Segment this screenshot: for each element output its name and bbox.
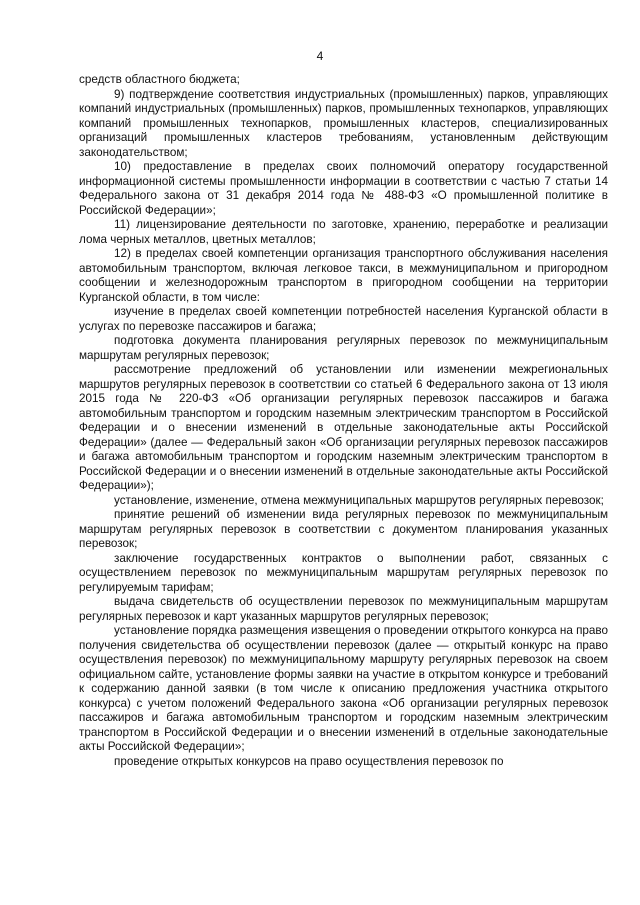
- paragraph-budget-funds: средств областного бюджета;: [79, 73, 240, 86]
- paragraph-transport-type-decisions: принятие решений об изменении вида регулярных перевозок по межмуниципальным маршрутам регулярных перевозок в соответствии с документом планирования указанных перевозок;: [79, 508, 608, 550]
- paragraph-item-10: 10) предоставление в пределах своих полномочий оператору государственной информационной системы промышленности информации в соответствии с частью 7 статьи 14 Федерального закона от 31 декабря 2014 года № 488-ФЗ «О промышленной политике в Российской Федерации»;: [79, 160, 608, 217]
- paragraph-item-9: 9) подтверждение соответствия индустриальных (промышленных) парков, управляющих компаний индустриальных (промышленных) парков, промышленных технопарков, управляющих компаний промышленных технопарков, промышленных кластеров, специализированных организаций промышленных кластеров требованиям, установленным действующим законодательством;: [79, 87, 608, 159]
- document-body: [79, 73, 608, 769]
- paragraph-route-changes: установление, изменение, отмена межмуниципальных маршрутов регулярных перевозок;: [114, 493, 604, 507]
- paragraph-demand-study: изучение в пределах своей компетенции потребностей населения Курганской области в услугах по перевозке пассажиров и багажа;: [79, 305, 608, 333]
- paragraph-planning-document: подготовка документа планирования регулярных перевозок по межмуниципальным маршрутам регулярных перевозок;: [79, 334, 608, 362]
- paragraph-item-12: 12) в пределах своей компетенции организация транспортного обслуживания населения автомобильным транспортом, включая легковое такси, в межмуниципальном и пригородном сообщении и железнодорожным транспортом в пригородном сообщении на территории Курганской области, в том числе:: [79, 247, 608, 304]
- paragraph-item-11: 11) лицензирование деятельности по заготовке, хранению, переработке и реализации лома черных металлов, цветных металлов;: [79, 218, 608, 246]
- paragraph-certificates: выдача свидетельств об осуществлении перевозок по межмуниципальным маршрутам регулярных перевозок и карт указанных маршрутов регулярных перевозок;: [79, 595, 608, 623]
- paragraph-tender-procedure: установление порядка размещения извещения о проведении открытого конкурса на право получения свидетельства об осуществлении перевозок (далее — открытый конкурс на право осуществления перевозок) по межмуниципальному маршруту регулярных перевозок на своем официальном сайте, установление формы заявки на участие в открытом конкурсе и требований к содержанию данной заявки (в том числе к описанию предложения участника открытого конкурса) с учетом положений Федерального закона «Об организации регулярных перевозок пассажиров и багажа автомобильным транспортом и городским наземным электрическим транспортом в Российской Федерации и о внесении изменений в отдельные законодательные акты Российской Федерации»;: [79, 624, 608, 753]
- paragraph-open-tenders: проведение открытых конкурсов на право осуществления перевозок по: [114, 754, 504, 768]
- paragraph-interregional-routes: рассмотрение предложений об установлении или изменении межрегиональных маршрутов регулярных перевозок в соответствии со статьей 6 Федерального закона от 13 июля 2015 года № 220-ФЗ «Об организации регулярных перевозок пассажиров и багажа автомобильным транспортом и городским наземным электрическим транспортом в Российской Федерации и о внесении изменений в отдельные законодательные акты Российской Федерации» (далее — Федеральный закон «Об организации регулярных перевозок пассажиров и багажа автомобильным транспортом и городским наземным электрическим транспортом в Российской Федерации и о внесении изменений в отдельные законодательные акты Российской Федерации»);: [79, 363, 608, 492]
- paragraph-state-contracts: заключение государственных контрактов о выполнении работ, связанных с осуществлением перевозок по межмуниципальным маршрутам регулярных перевозок по регулируемым тарифам;: [79, 551, 608, 594]
- page-number: 4: [316, 49, 324, 63]
